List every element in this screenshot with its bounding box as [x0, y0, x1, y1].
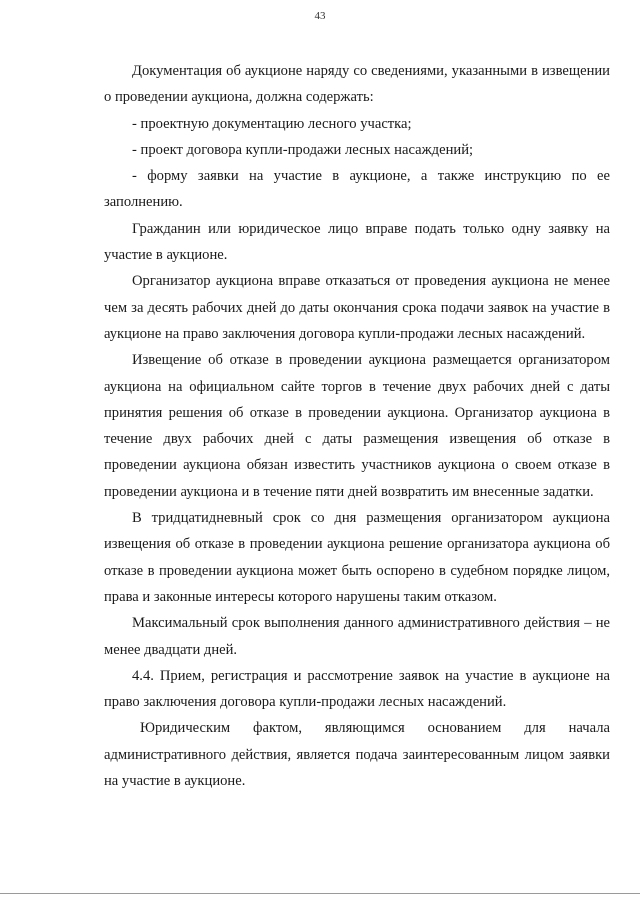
- page-number: 43: [314, 10, 326, 22]
- paragraph: Документация об аукционе наряду со сведениями, указанными в извещении о проведении аукциона, должна содержать:: [104, 63, 610, 106]
- last-paragraph-first-line: [140, 715, 610, 741]
- paragraph: Гражданин или юридическое лицо вправе подать только одну заявку на участие в аукционе.: [104, 220, 610, 264]
- paragraph: В тридцатидневный срок со дня размещения организатором аукциона извещения об отказе в проведении аукциона решение организатора аукциона об отказе в проведении аукциона может быть оспорено в судебном порядке лицом, права и законные интересы которого нарушены таким отказом.: [104, 510, 610, 605]
- paragraph: Извещение об отказе в проведении аукциона размещается организатором аукциона на официальном сайте торгов в течение двух рабочих дней с даты принятия решения об отказе в проведении аукциона. Организатор аукциона в течение двух рабочих дней с даты размещения извещения об отказе в проведении аукциона обязан известить участников аукциона о своем отказе в проведении аукциона и в течение пяти дней возвратить им внесенные задатки.: [104, 352, 610, 500]
- list-item: - форму заявки на участие в аукционе, а также инструкцию по ее заполнению.: [104, 168, 610, 211]
- word: для: [524, 720, 546, 737]
- word: Юридическим: [140, 720, 231, 737]
- document-body: [104, 58, 610, 794]
- list-item: - проектную документацию лесного участка;: [132, 115, 412, 132]
- last-paragraph-rest: административного действия, является подача заинтересованным лицом заявки на участие в аукционе.: [104, 746, 610, 790]
- word: начала: [568, 720, 610, 737]
- paragraph: Максимальный срок выполнения данного административного действия – не менее двадцати дней.: [104, 615, 610, 658]
- section-heading: 4.4. Прием, регистрация и рассмотрение заявок на участие в аукционе на право заключения договора купли-продажи лесных насаждений.: [104, 667, 610, 711]
- list-item: - проект договора купли-продажи лесных насаждений;: [132, 141, 474, 158]
- word: являющимся: [324, 720, 405, 737]
- scan-edge-line: [0, 893, 640, 894]
- word: фактом,: [253, 720, 302, 737]
- paragraph: Организатор аукциона вправе отказаться от проведения аукциона не менее чем за десять рабочих дней до даты окончания срока подачи заявок на участие в аукционе на право заключения договора купли-продажи лесных насаждений.: [104, 273, 610, 342]
- word: основанием: [427, 720, 502, 737]
